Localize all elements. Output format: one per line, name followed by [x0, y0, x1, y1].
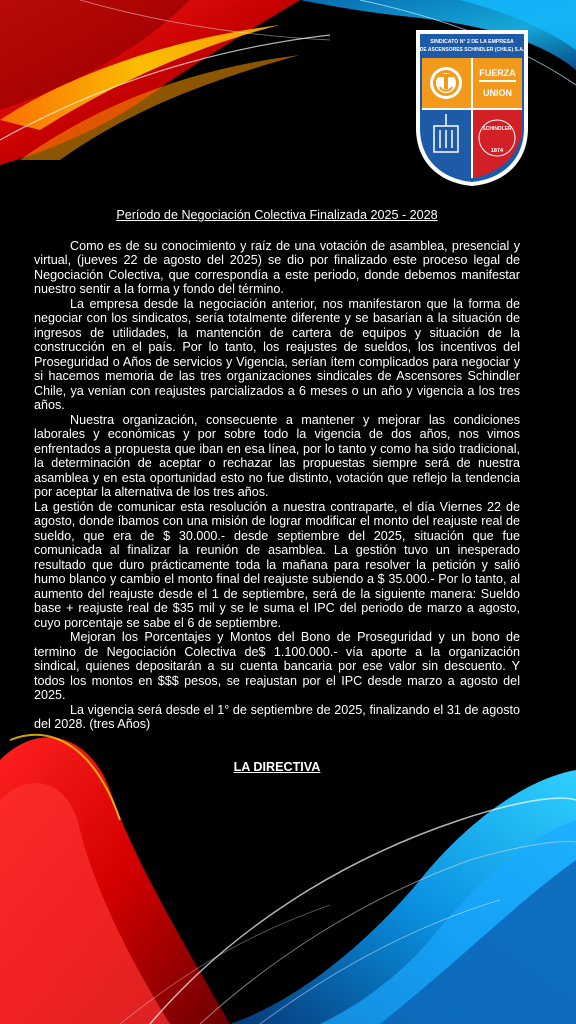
gear-icon — [430, 67, 462, 99]
paragraph-1: Como es de su conocimiento y raíz de una votación de asamblea, presencial y virtual, (jueves 22 de agosto del 2025) se dio por finalizado este proceso legal de Negociación Colectiva, que correspondía a este periodo, donde debemos manifestar nuestro sentir a la forma y fondo del término. — [34, 238, 520, 296]
logo-header-line1: SINDICATO N° 2 DE LA EMPRESA — [430, 39, 514, 45]
document-title: Período de Negociación Colectiva Finalizada 2025 - 2028 — [116, 208, 438, 222]
logo-schindler-text: SCHINDLER — [482, 126, 512, 132]
logo-union-text: UNION — [483, 88, 512, 98]
logo-fuerza-text: FUERZA — [479, 68, 516, 78]
paragraph-5: Mejoran los Porcentajes y Montos del Bono de Proseguridad y un bono de termino de Negociación Colectiva de$ 1.100.000.- vía aporte a la organización sindical, quienes depositarán a su cuenta bancaria por ese valor sin descuento. Y todos los montos en $$$ pesos, se reajustan por el IPC desde marzo a agosto del 2025. — [34, 630, 520, 702]
paragraph-3: Nuestra organización, consecuente a mantener y mejorar las condiciones laborales y económicas y por sobre todo la vigencia de dos años, nos vimos enfrentados a propuesta que iban en esa línea, por lo tanto y como ha sido tradicional, la determinación de aceptar o rechazar las propuestas siempre será de nuestra asamblea y en esta oportunidad esto no fue distinto, votación que reflejo la tendencia por aceptar la alternativa de los tres años. — [34, 412, 520, 499]
paragraph-2: La empresa desde la negociación anterior, nos manifestaron que la forma de negociar con los sindicatos, sería totalmente diferente y se basarían a la situación de ingresos de utilidades, la mantención de cartera de equipos y situación de la construcción en el país. Por lo tanto, los reajustes de sueldos, los incentivos del Proseguridad o Años de servicios y Vigencia, serían ítem complicados para negociar y si hacemos memoria de las tres organizaciones sindicales de Ascensores Schindler Chile, ya venían con reajustes parcializados a 6 meses o un año y vigencia a los tres años. — [34, 296, 520, 412]
paragraph-6: La vigencia será desde el 1° de septiembre de 2025, finalizando el 31 de agosto del 2028. (tres Años) — [34, 702, 520, 731]
logo-header-line2: DE ASCENSORES SCHINDLER (CHILE) S.A. — [419, 47, 525, 53]
union-logo — [414, 28, 530, 188]
signature: LA DIRECTIVA — [233, 759, 321, 774]
logo-year-text: 1874 — [490, 148, 504, 154]
document-body — [34, 208, 520, 787]
paragraph-4: La gestión de comunicar esta resolución a nuestra contraparte, el día Viernes 22 de agosto, donde íbamos con una misión de lograr modificar el monto del reajuste real de sueldo, que era de $ 30.000.- desde septiembre del 2025, situación que fue comunicada al finalizar la reunión de asamblea. La gestión tuvo un inesperado resultado que duro prácticamente toda la mañana para resolver la petición y salió humo blanco y cambio el monto final del reajuste subiendo a $ 35.000.- Por lo tanto, al aumento del reajuste desde el 1 de septiembre, será de la siguiente manera: Sueldo base + reajuste real de $35 mil y se le suma el IPC del periodo de marzo a agosto, cuyo porcentaje se sabe el 6 de septiembre. — [34, 499, 520, 630]
